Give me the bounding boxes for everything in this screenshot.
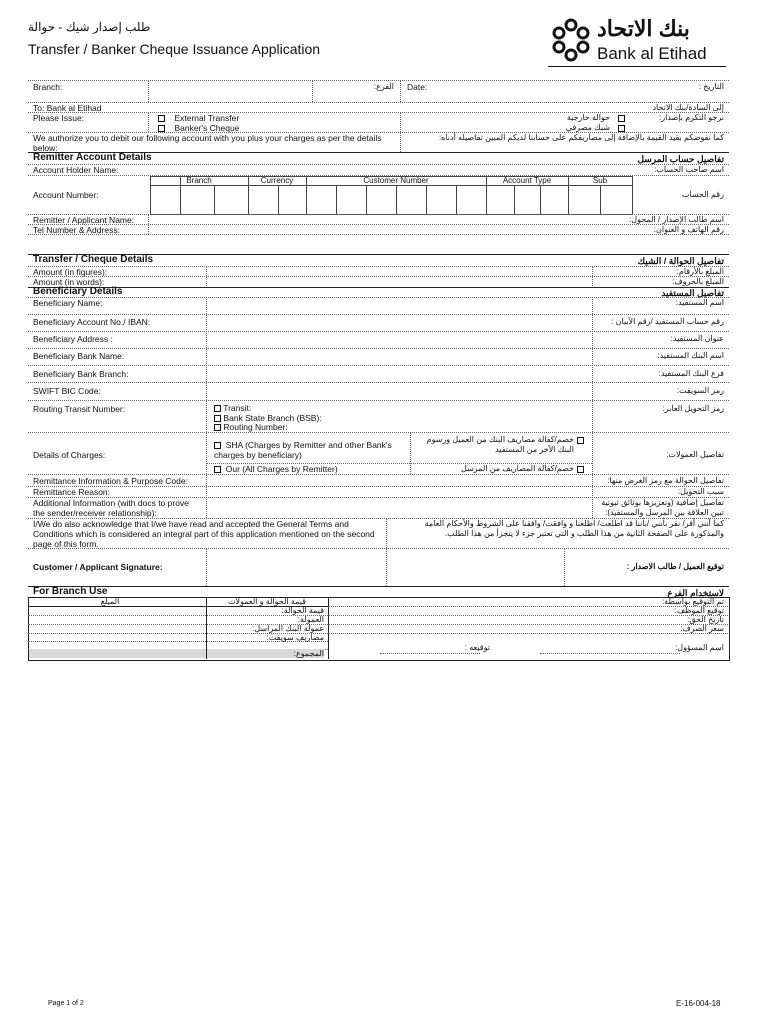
- beneficiary-bank-name-label: Beneficiary Bank Name:: [33, 351, 125, 361]
- remittance-reason-label-arabic: سبب التحويل:: [677, 487, 724, 496]
- account-number-label-arabic: رقم الحساب: [681, 190, 724, 199]
- transfer-section-title: Transfer / Cheque Details: [33, 254, 154, 265]
- bank-logo-emblem-icon: [551, 17, 591, 63]
- correspondent-fee-label: عمولة البنك المراسل:: [252, 624, 324, 633]
- signed-by-label: تم التوقيع بواسطة:: [661, 597, 724, 606]
- branch-label-arabic: الفرع:: [373, 82, 394, 91]
- swift-code-label-arabic: رمز السويفت:: [676, 386, 724, 395]
- remitter-section-title-arabic: تفاصيل حساب المرسل: [637, 154, 724, 164]
- details-of-charges-label-arabic: تفاصيل العمولات:: [666, 450, 724, 459]
- to-label-arabic: إلى السادة/بنك الاتحاد: [652, 103, 724, 112]
- sha-option[interactable]: SHA (Charges by Remitter and other Bank's charges by beneficiary): [214, 440, 392, 460]
- title-arabic: طلب إصدار شيك - حوالة: [28, 20, 151, 34]
- beneficiary-bank-branch-label-arabic: فرع البنك المستفيد:: [658, 369, 724, 378]
- beneficiary-iban-label-arabic: رقم حساب المستفيد /رقم الآيبان :: [611, 317, 724, 326]
- officer-signature-label: توقيعه :: [464, 643, 490, 652]
- beneficiary-section-title: Beneficiary Details: [33, 286, 123, 297]
- tel-address-label: Tel Number & Address:: [33, 225, 120, 235]
- beneficiary-bank-branch-label: Beneficiary Bank Branch:: [33, 369, 129, 379]
- account-holder-field[interactable]: [180, 165, 630, 174]
- applicant-name-field[interactable]: [150, 215, 610, 224]
- beneficiary-bank-name-label-arabic: اسم البنك المستفيد:: [657, 351, 724, 360]
- external-transfer-label-arabic: حوالة خارجية: [566, 113, 610, 122]
- swift-code-label: SWIFT BIC Code:: [33, 386, 101, 396]
- page-title: Transfer / Banker Cheque Issuance Application: [28, 41, 321, 57]
- page-number: Page 1 of 2: [48, 1000, 84, 1007]
- purpose-code-label: Remittance Information & Purpose Code:: [33, 476, 188, 486]
- transfer-value-label: قيمة الحوالة:: [281, 606, 324, 615]
- our-option[interactable]: Our (All Charges by Remitter): [214, 464, 338, 474]
- col-sub: Sub: [592, 176, 608, 185]
- commission-label: العمولة:: [297, 615, 324, 624]
- acknowledgement-text: I/We do also acknowledge that I/we have read and accepted the General Terms and Conditions which is considered an integral part of this application mentioned on the second page of this form.: [33, 519, 375, 549]
- col-customer-number: Customer Number: [363, 176, 429, 185]
- routing-number-label: Routing Transit Number:: [33, 404, 126, 414]
- tel-address-field[interactable]: [150, 225, 610, 234]
- applicant-name-label-arabic: اسم طالب الإصدار / المحول:: [629, 215, 724, 224]
- beneficiary-iban-label: Beneficiary Account No./ IBAN:: [33, 317, 151, 327]
- bankers-cheque-label-arabic: شيك مصرفي: [565, 123, 610, 132]
- account-holder-label: Account Holder Name:: [33, 165, 119, 175]
- total-label: المجموع:: [207, 649, 324, 658]
- bank-logo: [545, 14, 735, 66]
- please-issue-label-arabic: نرجو التكرم بإصدار:: [659, 113, 724, 122]
- routing-number-label-arabic: رمز التحويل العابر:: [662, 404, 724, 413]
- branch-field[interactable]: [150, 81, 310, 101]
- routing-number-option[interactable]: Routing Number:: [214, 422, 288, 432]
- amount-words-label: Amount (in words):: [33, 277, 105, 287]
- our-checkbox-ar[interactable]: [577, 466, 584, 473]
- beneficiary-bank-name-field[interactable]: [208, 350, 588, 364]
- signature-field-2[interactable]: [388, 550, 562, 584]
- swift-charges-label: مصاريف سويفت:: [266, 633, 324, 642]
- beneficiary-address-label: Beneficiary Address :: [33, 334, 113, 344]
- purpose-code-label-arabic: تفاصيل الحوالة مع رمز الغرض منها:: [607, 476, 724, 485]
- to-label: To: Bank al Etihad: [33, 103, 102, 113]
- routing-bsb-option[interactable]: Bank State Branch (BSB):: [214, 413, 322, 423]
- external-transfer-checkbox[interactable]: [158, 115, 165, 122]
- amount-figures-label-arabic: المبلغ بالأرقام:: [676, 267, 724, 276]
- tel-address-label-arabic: رقم الهاتف و العنوان:: [653, 225, 724, 234]
- bankers-cheque-checkbox-ar[interactable]: [618, 125, 625, 132]
- signature-label: Customer / Applicant Signature:: [33, 562, 163, 572]
- acknowledgement-text-arabic: كما أنني أقر/ نقر بأنني /بأننا قد اطلعت/ اطلعنا و وافقت/ وافقنا على الشروط والأحكام العامة والمذكورة على الصفحة الثانية من هذا الطلب و التي تعتبر جزء لا يتجزأ من هذا الطلب.: [424, 519, 724, 538]
- authorize-text: We authorize you to debit our following account with you plus your charges as per the details below:: [33, 133, 382, 153]
- beneficiary-bank-branch-field[interactable]: [208, 367, 588, 381]
- amount-figures-label: Amount (in figures):: [33, 267, 108, 277]
- date-label-arabic: التاريخ :: [698, 82, 724, 91]
- applicant-name-label: Remitter / Applicant Name:: [33, 215, 135, 225]
- amount-words-label-arabic: المبلغ بالحروف:: [672, 277, 724, 286]
- bank-logo-arabic: بنك الاتحاد: [597, 16, 690, 41]
- routing-transit-option[interactable]: Transit:: [214, 403, 251, 413]
- beneficiary-address-label-arabic: عنوان المستفيد:: [670, 334, 724, 343]
- authorize-text-arabic: كما نفوضكم بقيد القيمة بالإضافة إلى مصاريفكم على حسابنا لديكم المبين تفاصيله أدناه:: [438, 133, 724, 142]
- external-transfer-checkbox-ar[interactable]: [618, 115, 625, 122]
- beneficiary-iban-field[interactable]: [208, 316, 588, 330]
- beneficiary-name-label: Beneficiary Name:: [33, 298, 103, 308]
- purpose-code-field[interactable]: [208, 476, 588, 485]
- additional-info-label: Additional Information (with docs to prove the sender/receiver relationship):: [33, 498, 189, 518]
- sha-checkbox-ar[interactable]: [577, 437, 584, 444]
- remittance-reason-field[interactable]: [208, 487, 588, 496]
- signature-field-1[interactable]: [208, 550, 384, 584]
- our-checkbox[interactable]: [214, 466, 221, 473]
- date-field[interactable]: [440, 81, 660, 101]
- branch-label: Branch:: [33, 82, 63, 92]
- sha-option-arabic: خصم/كفالة مصاريف البنك من العميل ورسوم البنك الآخر من المستفيد: [426, 435, 574, 454]
- details-of-charges-label: Details of Charges:: [33, 450, 106, 460]
- branch-value-col: قيمة الحوالة و العمولات: [228, 597, 306, 606]
- value-date-label: تاريخ الحق:: [687, 615, 724, 624]
- account-holder-label-arabic: اسم صاحب الحساب:: [654, 165, 724, 174]
- bank-logo-english: Bank al Etihad: [597, 44, 707, 63]
- routing-number-checkbox[interactable]: [214, 424, 221, 431]
- beneficiary-address-field[interactable]: [208, 333, 588, 347]
- swift-code-field[interactable]: [208, 384, 588, 398]
- branch-use-section-title: For Branch Use: [33, 586, 108, 597]
- sha-checkbox[interactable]: [214, 442, 221, 449]
- col-currency: Currency: [260, 176, 294, 185]
- please-issue-label: Please Issue:: [33, 113, 85, 123]
- amount-figures-field[interactable]: [208, 267, 588, 276]
- branch-use-section-title-arabic: لاستخدام الفرع: [667, 588, 724, 598]
- remitter-section-title: Remitter Account Details: [33, 152, 152, 163]
- remittance-reason-label: Remittance Reason:: [33, 487, 111, 497]
- bankers-cheque-option[interactable]: Banker's Cheque: [158, 123, 239, 133]
- date-label: Date:: [407, 82, 428, 92]
- form-code: E-16-004-18: [676, 999, 721, 1008]
- beneficiary-name-label-arabic: اسم المستفيد:: [675, 298, 724, 307]
- exchange-rate-label: سعر الصرف:: [680, 624, 724, 633]
- account-number-label: Account Number:: [33, 190, 99, 200]
- employee-signature-label: توقيع الموظف:: [674, 606, 724, 615]
- additional-info-field[interactable]: [208, 498, 588, 516]
- signature-label-arabic: توقيع العميل / طالب الاصدار :: [626, 562, 724, 571]
- additional-info-label-arabic: تفاصيل إضافية (وتعزيزها بوثائق ثبوتية تبين العلاقة بين المرسل والمستفيد):: [601, 498, 724, 517]
- amount-words-field[interactable]: [208, 277, 588, 286]
- routing-transit-checkbox[interactable]: [214, 405, 221, 412]
- our-option-arabic: خصم/كفالة المصاريف من المرسل: [461, 464, 574, 473]
- beneficiary-section-title-arabic: تفاصيل المستفيد: [661, 288, 724, 298]
- transfer-section-title-arabic: تفاصيل الحوالة / الشيك: [637, 256, 724, 266]
- col-branch: Branch: [186, 176, 212, 185]
- beneficiary-name-field[interactable]: [208, 298, 588, 312]
- officer-name-label: اسم المسؤول:: [675, 643, 724, 652]
- branch-amount-col: المبلغ: [100, 597, 120, 606]
- external-transfer-option[interactable]: External Transfer: [158, 113, 239, 123]
- col-account-type: Account Type: [502, 176, 552, 185]
